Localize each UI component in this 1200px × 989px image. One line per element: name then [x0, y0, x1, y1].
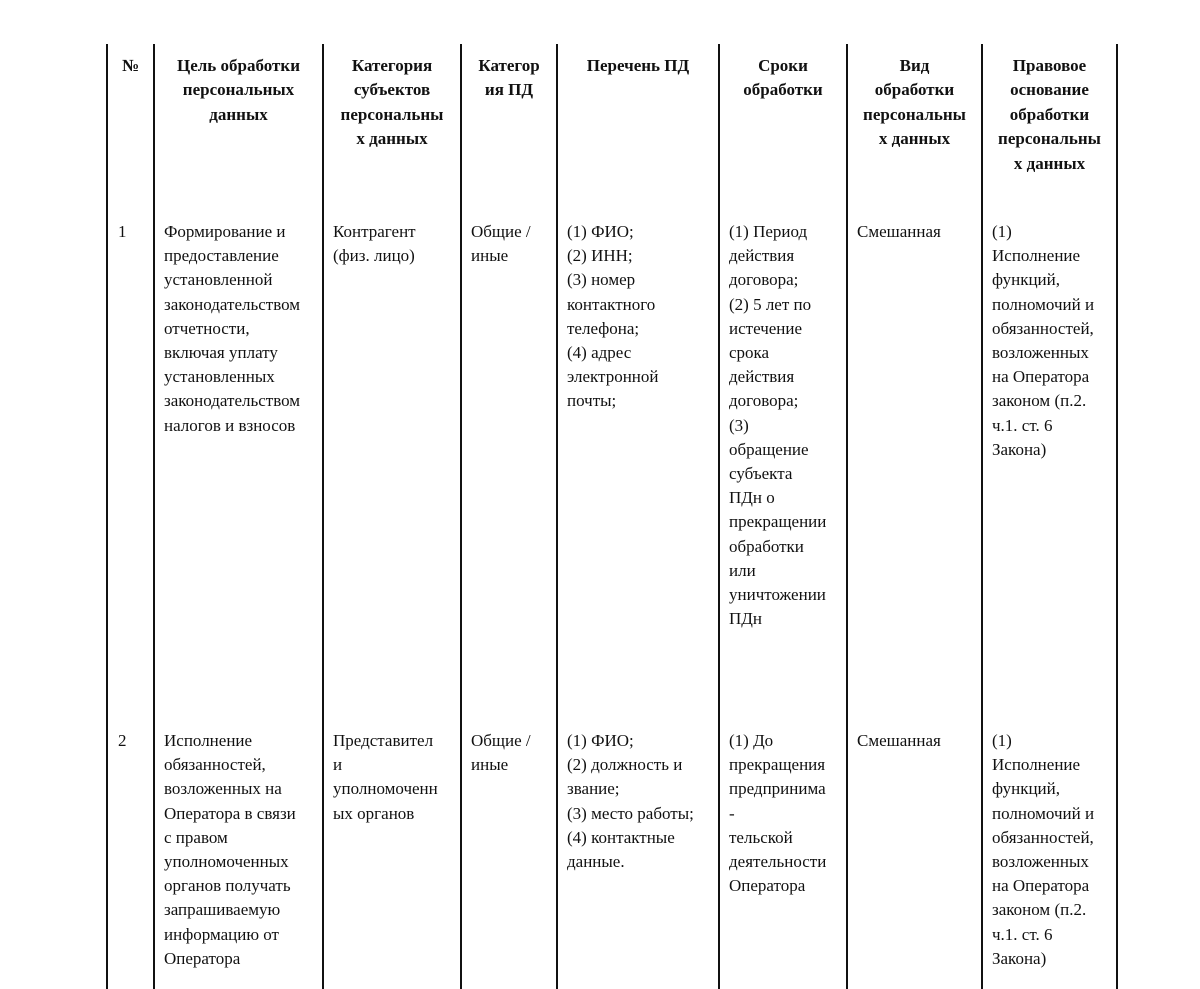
row-2-legal-basis: (1) Исполнение функций, полномочий и обязанностей, возложенных на Оператора законом (п.2. ч.1. ст. 6 Закона)	[992, 731, 1095, 968]
column-rule	[556, 44, 558, 989]
row-2-category: Общие / иные	[471, 731, 531, 775]
row-2-terms: (1) До прекращения предпринима - тельской деятельности Оператора	[729, 731, 827, 896]
row-1-subjects: Контрагент (физ. лицо)	[333, 222, 416, 266]
header-processing-type: Вид обработки персональны х данных	[863, 56, 966, 149]
header-number: №	[121, 56, 140, 75]
header-category: Категор ия ПД	[478, 56, 540, 100]
column-rule	[981, 44, 983, 989]
row-1-terms: (1) Период действия договора; (2) 5 лет по истечение срока действия договора; (3) обращение субъекта ПДн о прекращении обработки или уничтожении ПДн	[729, 222, 827, 629]
row-2-subjects: Представител и уполномоченн ых органов	[333, 731, 438, 823]
row-1-number: 1	[118, 222, 127, 241]
column-rule	[460, 44, 462, 989]
header-subjects: Категория субъектов персональны х данных	[340, 56, 444, 149]
header-purpose: Цель обработки персональных данных	[177, 56, 300, 124]
row-1-category: Общие / иные	[471, 222, 531, 266]
row-1-purpose: Формирование и предоставление установленной законодательством отчетности, включая уплату установленных законодательством налогов и взносов	[164, 222, 301, 435]
row-2-data-list: (1) ФИО; (2) должность и звание; (3) место работы; (4) контактные данные.	[567, 731, 694, 872]
header-data-list: Перечень ПД	[586, 56, 690, 75]
row-1-processing-type: Смешанная	[857, 222, 941, 241]
row-2-number: 2	[118, 731, 127, 750]
column-rule	[322, 44, 324, 989]
header-terms: Сроки обработки	[743, 56, 823, 100]
column-rule	[106, 44, 108, 989]
column-rule	[153, 44, 155, 989]
row-2-purpose: Исполнение обязанностей, возложенных на Оператора в связи с правом уполномоченных органов получать запрашиваемую информацию от Оператора	[164, 731, 296, 968]
header-legal-basis: Правовое основание обработки персональны х данных	[998, 56, 1101, 173]
column-rule	[846, 44, 848, 989]
row-1-legal-basis: (1) Исполнение функций, полномочий и обязанностей, возложенных на Оператора законом (п.2. ч.1. ст. 6 Закона)	[992, 222, 1095, 459]
row-1-data-list: (1) ФИО; (2) ИНН; (3) номер контактного телефона; (4) адрес электронной почты;	[567, 222, 659, 411]
row-2-processing-type: Смешанная	[857, 731, 941, 750]
column-rule	[1116, 44, 1118, 989]
column-rule	[718, 44, 720, 989]
